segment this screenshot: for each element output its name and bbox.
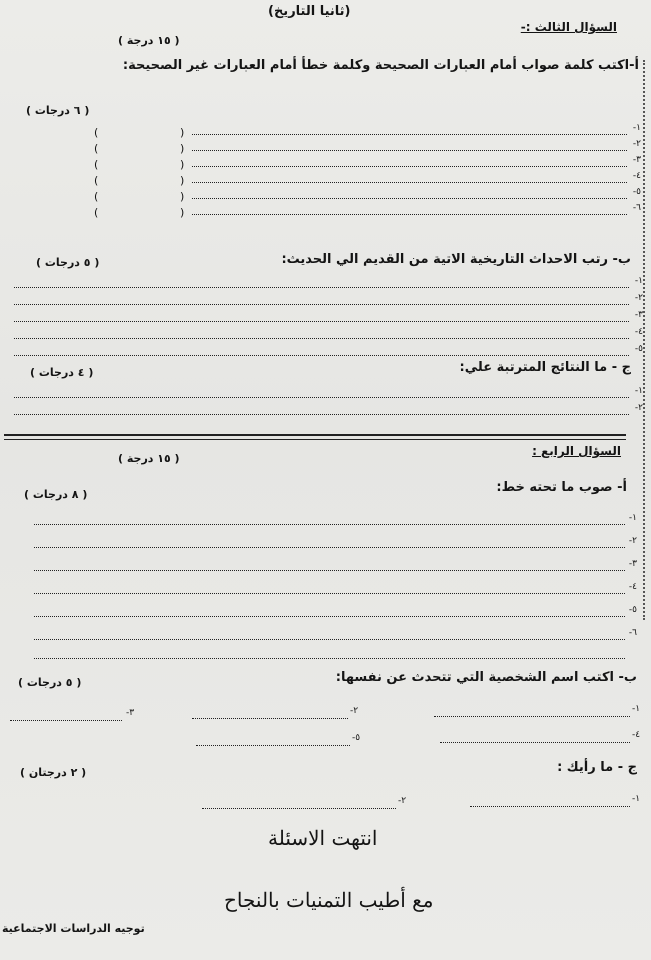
answer-line [192,166,627,167]
line-number: -١ [634,276,643,286]
line-number: -٣ [126,708,135,718]
answer-line [192,718,348,719]
line-number: -١ [632,123,641,133]
line-number: -٣ [634,310,643,320]
q4-a-instruction: أ- صوب ما تحته خط: [496,480,627,495]
q3-marks: ( ١٥ درجة ) [118,34,180,47]
line-number: -١ [632,704,641,714]
line-number: -٤ [632,730,641,740]
answer-line [34,547,625,548]
good-wishes: مع أطيب التمنيات بالنجاح [224,888,434,912]
paren-close: ( [94,190,99,203]
q4-c-instruction: ج - ما رأيك : [557,760,637,775]
answer-line [440,742,630,743]
line-number: -٣ [628,559,637,569]
line-number: -٢ [398,796,407,806]
end-of-questions: انتهت الاسئلة [268,826,378,850]
line-number: -٥ [634,344,643,354]
line-number: -١ [632,794,641,804]
line-number: -٢ [634,403,643,413]
q4-c-marks: ( ٢ درجتان ) [20,766,87,779]
q4-marks: ( ١٥ درجة ) [118,452,180,465]
paren-open: ) [180,174,185,187]
answer-line [192,150,627,151]
line-number: -٢ [350,706,359,716]
answer-line [192,214,627,215]
line-number: -٤ [628,582,637,592]
q3-b-instruction: ب- رتب الاحداث التاريخية الاتية من القديم الي الحديث: [281,252,631,267]
line-number: -٤ [632,171,641,181]
line-number: -٤ [634,327,643,337]
answer-line [34,639,625,640]
q3-a-marks: ( ٦ درجات ) [26,104,90,117]
answer-line [192,198,627,199]
answer-line [192,182,627,183]
paren-open: ) [180,206,185,219]
answer-line [34,658,625,659]
answer-line [14,287,629,288]
q4-heading: السؤال الرابع : [532,444,621,458]
answer-line [14,397,629,398]
q3-a-instruction: أ-اكتب كلمة صواب أمام العبارات الصحيحة وكلمة خطأ أمام العبارات غير الصحيحة: [122,58,639,73]
line-number: -٥ [632,187,641,197]
paren-open: ) [180,190,185,203]
line-number: -٢ [634,293,643,303]
paren-close: ( [94,174,99,187]
answer-line [14,338,629,339]
paren-close: ( [94,206,99,219]
paren-close: ( [94,158,99,171]
line-number: -٥ [628,605,637,615]
section-divider [4,434,626,440]
paren-close: ( [94,142,99,155]
paren-open: ) [180,158,185,171]
q4-b-instruction: ب- اكتب اسم الشخصية التي تتحدث عن نفسها: [335,670,637,685]
answer-line [192,134,627,135]
answer-line [14,414,629,415]
department-footer: توجيه الدراسات الاجتماعية [2,922,145,935]
line-number: -١ [628,513,637,523]
line-number: -١ [634,386,643,396]
line-number: -٦ [632,203,641,213]
line-number: -٢ [628,536,637,546]
answer-line [34,570,625,571]
answer-line [10,720,122,721]
answer-line [202,808,396,809]
q3-heading: السؤال الثالث :- [520,20,617,34]
line-number: -٦ [628,628,637,638]
answer-line [14,304,629,305]
answer-line [434,716,630,717]
line-number: -٣ [632,155,641,165]
q3-c-instruction: ج - ما النتائج المترتبة علي: [459,360,631,375]
q4-b-marks: ( ٥ درجات ) [18,676,82,689]
answer-line [14,321,629,322]
answer-line [196,745,350,746]
answer-line [470,806,630,807]
q4-a-marks: ( ٨ درجات ) [24,488,88,501]
line-number: -٥ [352,733,361,743]
line-number: -٢ [632,139,641,149]
answer-line [14,355,629,356]
answer-line [34,616,625,617]
answer-line [34,524,625,525]
section-title: (ثانيا التاريخ) [268,4,351,19]
q3-b-marks: ( ٥ درجات ) [36,256,100,269]
paren-close: ( [94,126,99,139]
answer-line [34,593,625,594]
paren-open: ) [180,142,185,155]
paren-open: ) [180,126,185,139]
q3-c-marks: ( ٤ درجات ) [30,366,94,379]
